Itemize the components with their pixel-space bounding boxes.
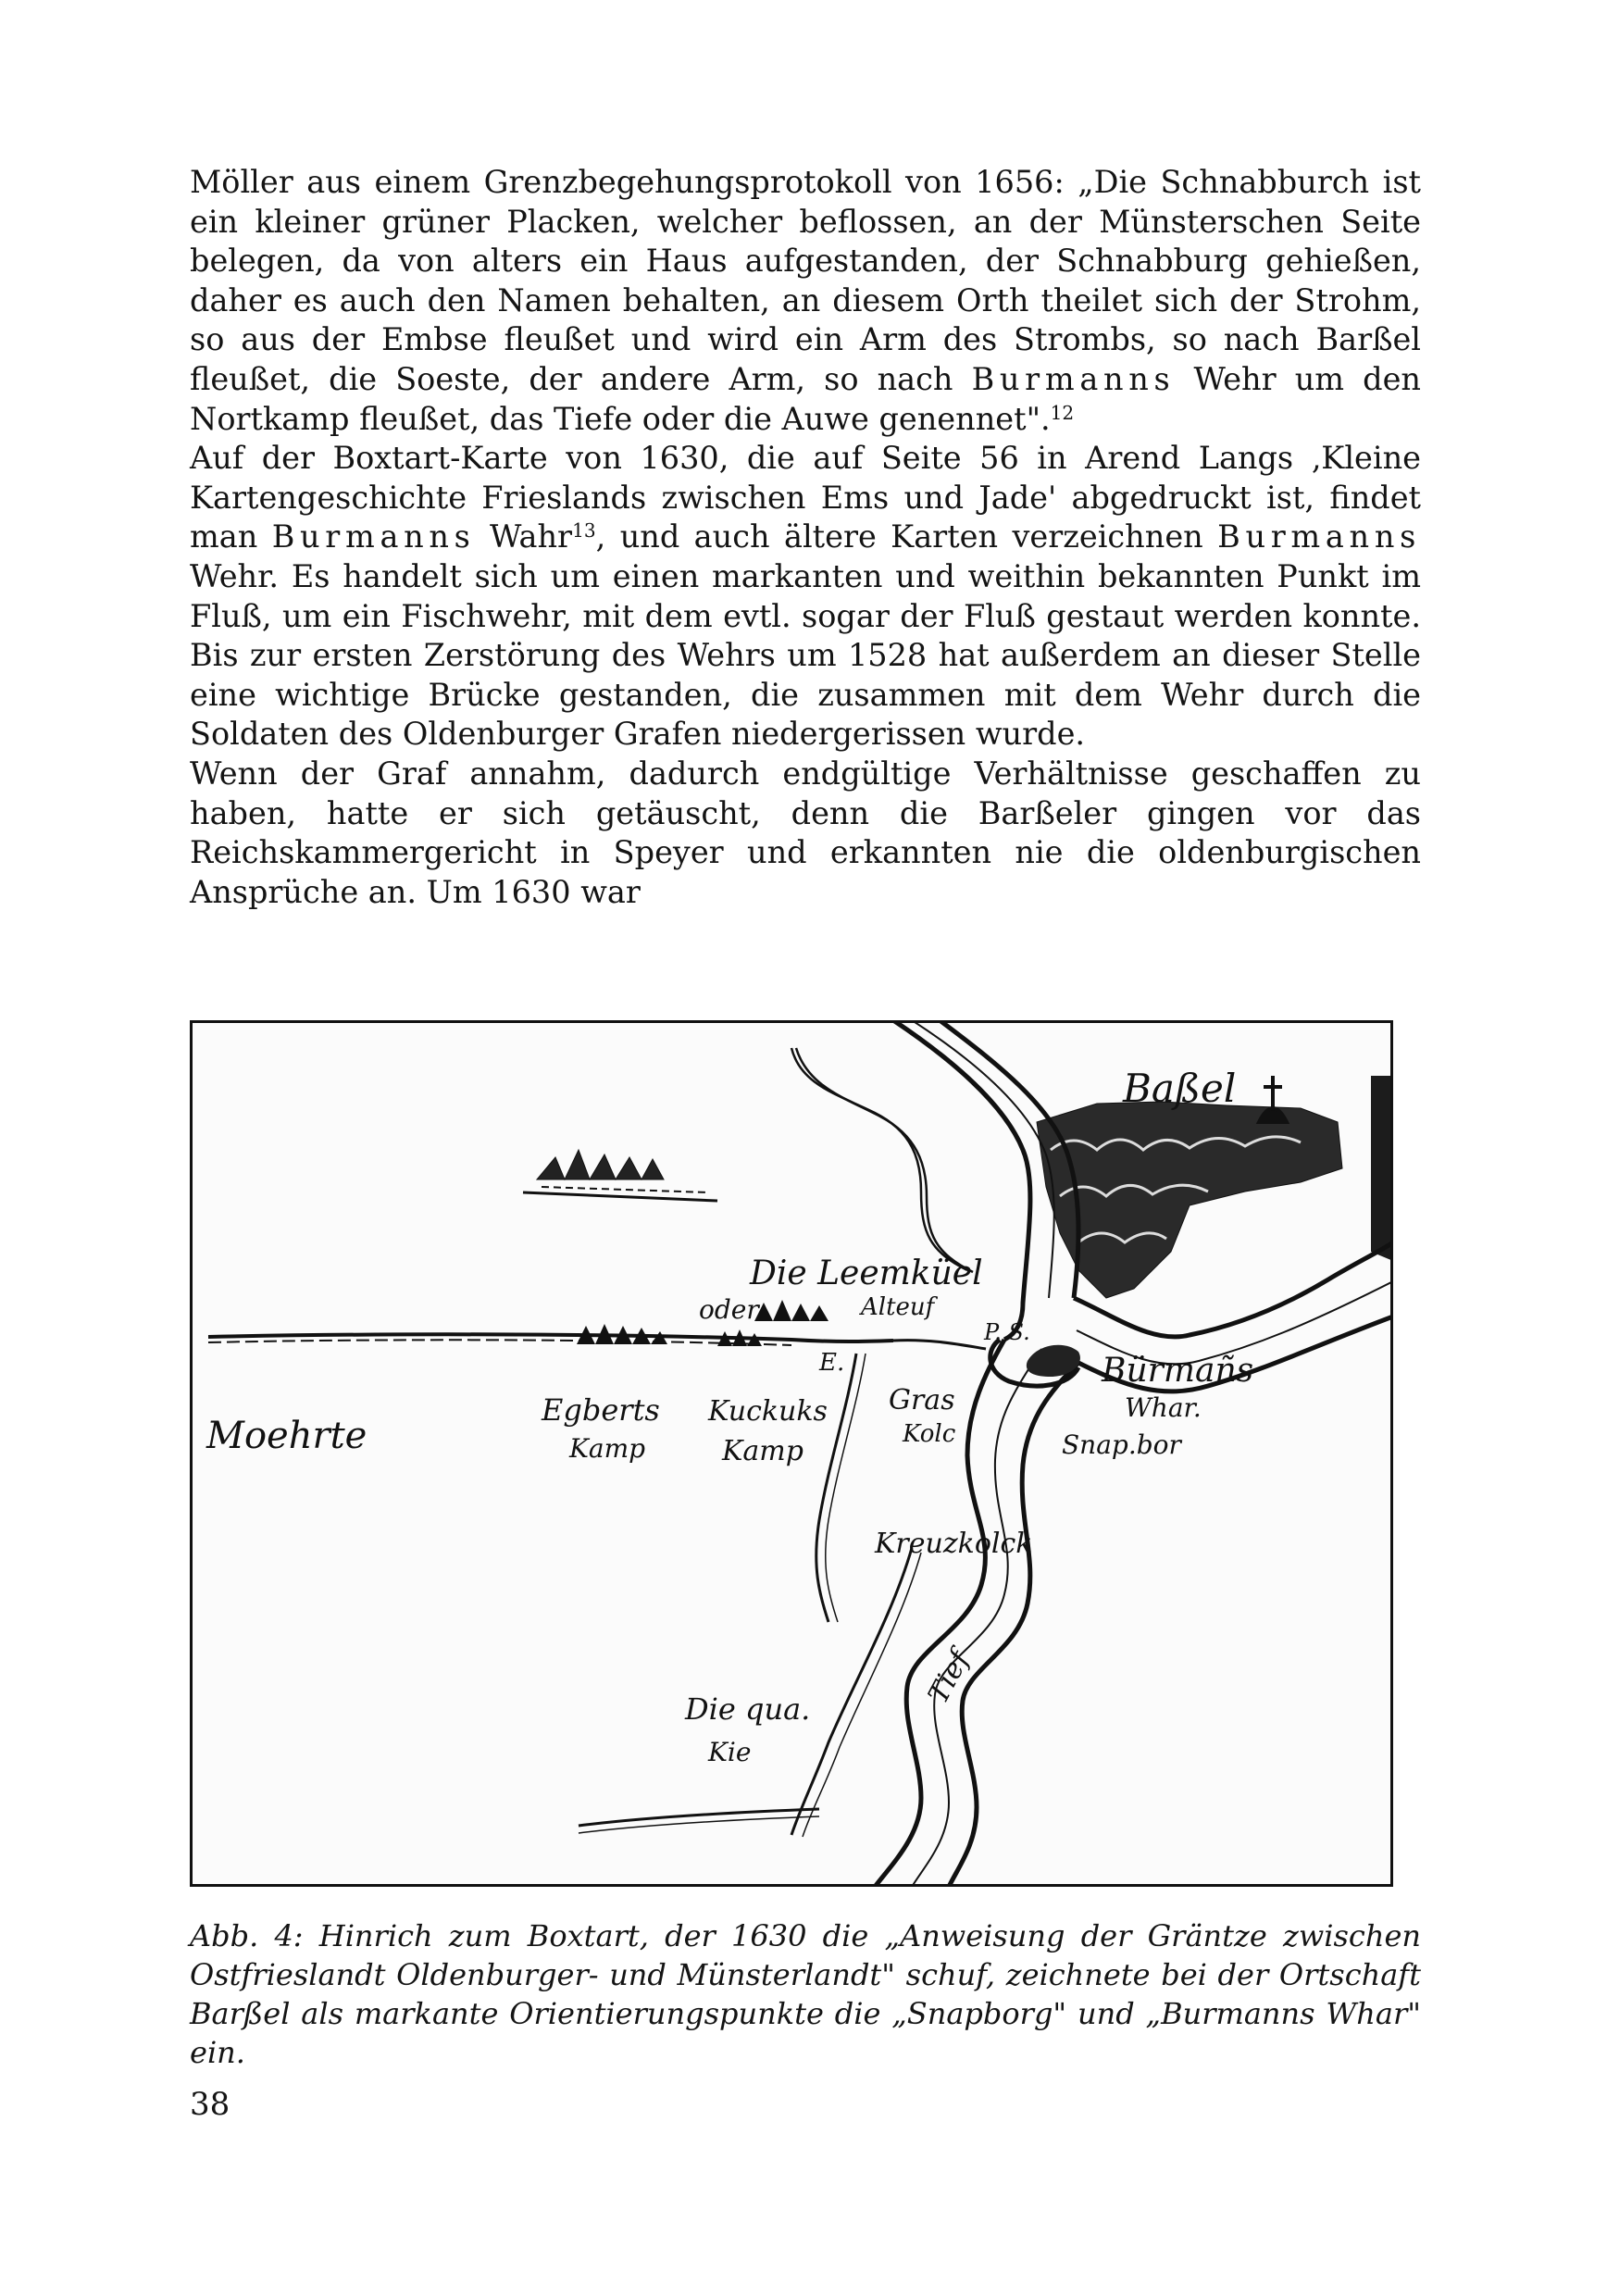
text-run: Wenn der Graf annahm, dadurch endgültige Verhältnisse geschaffen zu haben, hatte er sich getäuscht, denn die Barßeler gingen vor das Reichskammergericht in Speyer und erkannten nie die oldenburgischen Ansprüche an. Um 1630 war	[190, 755, 1421, 910]
spaced-name: Burmanns	[271, 518, 476, 555]
label-egberts: Egberts	[542, 1392, 660, 1428]
label-alteufel: Alteuf	[861, 1293, 935, 1321]
label-gras: Gras	[889, 1384, 955, 1416]
label-ps: P. S.	[984, 1319, 1030, 1345]
label-moehrte: Moehrte	[206, 1415, 367, 1457]
label-burmanns: Bürmañs	[1102, 1352, 1254, 1390]
label-tief: Tief	[922, 1645, 977, 1709]
label-leemkuele: Die Leemküel	[750, 1254, 983, 1292]
map-figure	[190, 1020, 1393, 1887]
label-kie: Kie	[708, 1737, 752, 1767]
spaced-name: Burmanns	[971, 360, 1176, 397]
label-egberts-kamp: Kamp	[569, 1433, 646, 1464]
body-text	[190, 163, 1421, 912]
label-kolc: Kolc	[903, 1420, 956, 1448]
label-kuckucks: Kuckuks	[708, 1395, 828, 1428]
text-run: Möller aus einem Grenzbegehungsprotokoll von 1656: „Die Schnabburch ist ein kleiner grüner Placken, welcher beflossen, an der Münsterschen Seite belegen, da von alters ein Haus aufgestanden, der Schnabburg gehießen, daher es auch den Namen behalten, an diesem Orth theilet sich der Strohm, so aus der Embse fleußet und wird ein Arm des Strombs, so nach Barßel fleußet, die Soeste, der andere Arm, so nach	[190, 164, 1421, 397]
label-kreuzkolck: Kreuzkolck	[875, 1528, 1033, 1560]
label-bassel: Baßel	[1123, 1066, 1237, 1111]
footnote-ref-12[interactable]: 12	[1050, 401, 1075, 424]
label-whar: Whar.	[1125, 1392, 1202, 1423]
page-number: 38	[190, 2086, 230, 2123]
text-run: Wehr um den Nortkamp fleußet, das Tiefe oder die Auwe genennet".	[190, 360, 1421, 437]
footnote-ref-13[interactable]: 13	[572, 519, 596, 543]
label-diequa: Die qua.	[685, 1691, 811, 1727]
label-kuckucks-kamp: Kamp	[722, 1435, 804, 1467]
label-oder: oder	[699, 1294, 759, 1325]
text-run: , und auch ältere Karten verzeichnen	[595, 518, 1218, 555]
historic-map	[190, 1020, 1393, 1887]
label-snapborg: Snap.bor	[1062, 1429, 1181, 1460]
label-e-mark: E.	[819, 1349, 845, 1377]
spaced-name: Burmanns	[1217, 518, 1421, 555]
map-edge-dark	[1371, 1076, 1393, 1261]
text-run: Wahr	[475, 518, 573, 555]
figure-caption: Abb. 4: Hinrich zum Boxtart, der 1630 die „Anweisung der Gräntze zwischen Ostfrieslandt Oldenburger- und Münsterlandt" schuf, zeichnete bei der Ortschaft Barßel als markante Orientierungspunkte die „Snapborg" und „Burmanns Whar" ein.	[190, 1918, 1421, 2070]
paragraph-2	[190, 439, 1421, 755]
paragraph-1	[190, 163, 1421, 439]
paragraph-3	[190, 755, 1421, 912]
text-run: Auf der Boxtart-Karte von 1630, die auf Seite 56 in Arend Langs ‚Kleine Kartengeschichte Frieslands zwischen Ems und Jade' abgedruckt ist, findet man	[190, 440, 1421, 555]
text-run: Wehr. Es handelt sich um einen markanten und weithin bekannten Punkt im Fluß, um ein Fischwehr, mit dem evtl. sogar der Fluß gestaut werden konnte. Bis zur ersten Zerstörung des Wehrs um 1528 hat außerdem an dieser Stelle eine wichtige Brücke gestanden, die zusammen mit dem Wehr durch die Soldaten des Oldenburger Grafen niedergerissen wurde.	[190, 557, 1421, 753]
